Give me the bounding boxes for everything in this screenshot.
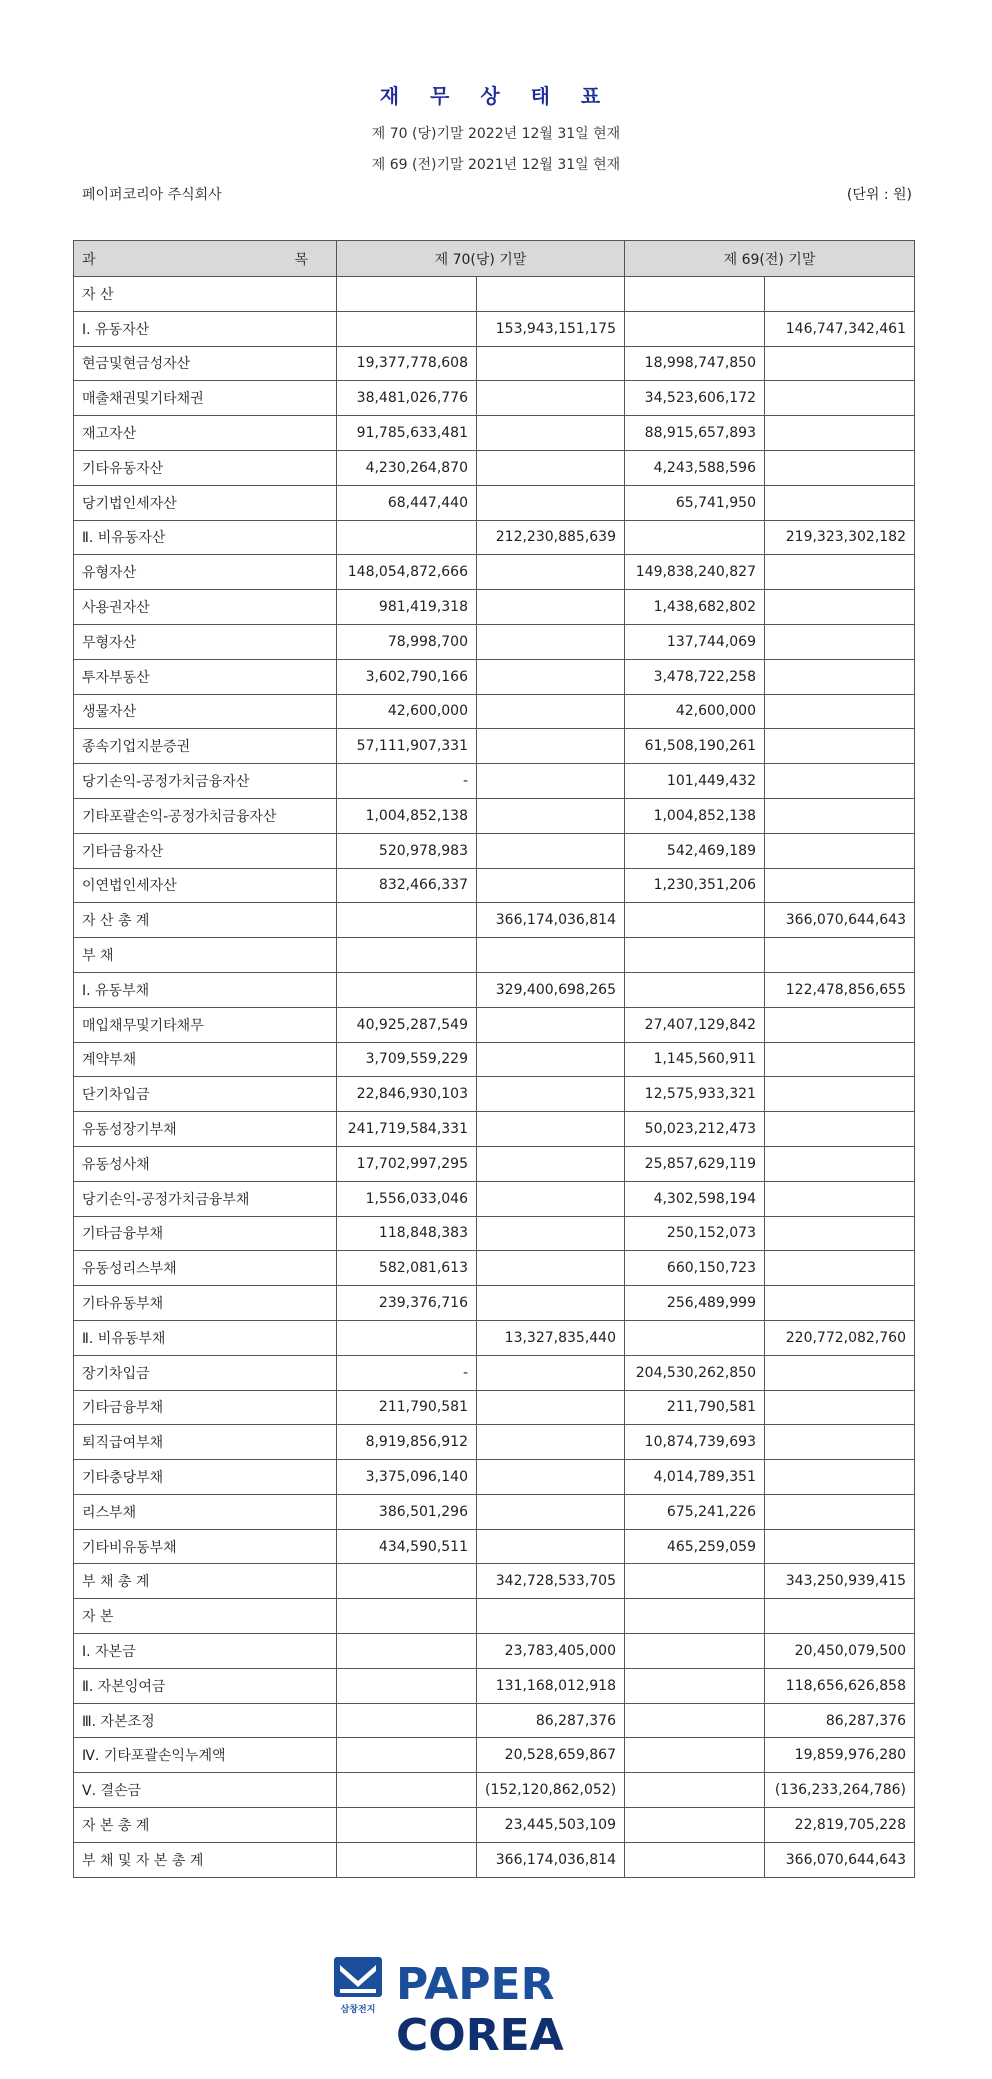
col-header-current: 제 70(당) 기말 <box>337 241 625 277</box>
table-row <box>74 1390 915 1425</box>
table-row <box>74 833 915 868</box>
prior-detail-amount: 4,014,789,351 <box>625 1460 765 1495</box>
prior-detail-amount: 4,302,598,194 <box>625 1181 765 1216</box>
prior-total-amount <box>765 1460 915 1495</box>
table-row <box>74 903 915 938</box>
current-total-amount: 131,168,012,918 <box>477 1668 625 1703</box>
prior-total-amount <box>765 555 915 590</box>
current-total-amount <box>477 590 625 625</box>
table-row <box>74 520 915 555</box>
prior-detail-amount: 50,023,212,473 <box>625 1112 765 1147</box>
account-name: Ⅰ. 유동자산 <box>74 311 337 346</box>
current-detail-amount: 832,466,337 <box>337 868 477 903</box>
table-row <box>74 1599 915 1634</box>
prior-detail-amount <box>625 1668 765 1703</box>
current-detail-amount: 981,419,318 <box>337 590 477 625</box>
account-name: 기타금융자산 <box>74 833 337 868</box>
current-detail-amount <box>337 938 477 973</box>
table-row <box>74 1112 915 1147</box>
prior-detail-amount <box>625 1808 765 1843</box>
prior-total-amount <box>765 1355 915 1390</box>
account-name: 기타충당부채 <box>74 1460 337 1495</box>
account-name: 유동성사채 <box>74 1146 337 1181</box>
table-row <box>74 764 915 799</box>
table-row <box>74 1146 915 1181</box>
table-row <box>74 1703 915 1738</box>
table-row <box>74 1494 915 1529</box>
account-name: 단기차입금 <box>74 1077 337 1112</box>
prior-total-amount <box>765 450 915 485</box>
account-name: 유동성리스부채 <box>74 1251 337 1286</box>
account-name: 장기차입금 <box>74 1355 337 1390</box>
current-detail-amount <box>337 311 477 346</box>
prior-detail-amount <box>625 1842 765 1877</box>
current-total-amount <box>477 624 625 659</box>
prior-detail-amount: 42,600,000 <box>625 694 765 729</box>
current-total-amount <box>477 1355 625 1390</box>
table-row <box>74 1181 915 1216</box>
current-detail-amount <box>337 903 477 938</box>
prior-detail-amount: 1,004,852,138 <box>625 798 765 833</box>
current-total-amount <box>477 1425 625 1460</box>
current-total-amount <box>477 798 625 833</box>
current-detail-amount <box>337 1634 477 1669</box>
prior-detail-amount <box>625 1738 765 1773</box>
current-detail-amount: 3,709,559,229 <box>337 1042 477 1077</box>
current-detail-amount: 118,848,383 <box>337 1216 477 1251</box>
prior-detail-amount: 12,575,933,321 <box>625 1077 765 1112</box>
current-total-amount: 366,174,036,814 <box>477 1842 625 1877</box>
account-name: 당기법인세자산 <box>74 485 337 520</box>
prior-detail-amount: 88,915,657,893 <box>625 416 765 451</box>
table-row <box>74 450 915 485</box>
current-detail-amount: 42,600,000 <box>337 694 477 729</box>
current-detail-amount: 22,846,930,103 <box>337 1077 477 1112</box>
current-detail-amount: 1,004,852,138 <box>337 798 477 833</box>
prior-total-amount <box>765 694 915 729</box>
logo-subtext: 삼창전지 <box>340 2005 376 2015</box>
account-name: 당기손익-공정가치금융자산 <box>74 764 337 799</box>
account-name: Ⅴ. 결손금 <box>74 1773 337 1808</box>
table-row <box>74 311 915 346</box>
account-name: 매입채무및기타채무 <box>74 1007 337 1042</box>
current-total-amount: 23,445,503,109 <box>477 1808 625 1843</box>
table-row <box>74 485 915 520</box>
current-detail-amount <box>337 1703 477 1738</box>
prior-detail-amount: 675,241,226 <box>625 1494 765 1529</box>
prior-total-amount <box>765 1251 915 1286</box>
current-detail-amount <box>337 1564 477 1599</box>
prior-total-amount: (136,233,264,786) <box>765 1773 915 1808</box>
current-detail-amount: 386,501,296 <box>337 1494 477 1529</box>
prior-total-amount: 343,250,939,415 <box>765 1564 915 1599</box>
current-total-amount: 366,174,036,814 <box>477 903 625 938</box>
account-name: 생물자산 <box>74 694 337 729</box>
current-detail-amount <box>337 972 477 1007</box>
col-header-account <box>74 241 337 277</box>
prior-total-amount <box>765 624 915 659</box>
prior-total-amount <box>765 590 915 625</box>
prior-total-amount <box>765 1599 915 1634</box>
current-total-amount <box>477 485 625 520</box>
prior-total-amount <box>765 1181 915 1216</box>
current-detail-amount: 68,447,440 <box>337 485 477 520</box>
current-detail-amount: 211,790,581 <box>337 1390 477 1425</box>
current-total-amount <box>477 1112 625 1147</box>
current-total-amount: 86,287,376 <box>477 1703 625 1738</box>
current-total-amount: 329,400,698,265 <box>477 972 625 1007</box>
prior-detail-amount: 10,874,739,693 <box>625 1425 765 1460</box>
current-total-amount <box>477 1042 625 1077</box>
current-total-amount <box>477 450 625 485</box>
table-row <box>74 1286 915 1321</box>
table-row <box>74 416 915 451</box>
account-name: 당기손익-공정가치금융부채 <box>74 1181 337 1216</box>
current-detail-amount <box>337 1773 477 1808</box>
current-detail-amount <box>337 1599 477 1634</box>
col-header-account-left: 과 <box>82 251 96 268</box>
current-detail-amount <box>337 520 477 555</box>
prior-detail-amount: 137,744,069 <box>625 624 765 659</box>
current-total-amount <box>477 833 625 868</box>
prior-total-amount <box>765 485 915 520</box>
current-detail-amount: 520,978,983 <box>337 833 477 868</box>
table-row <box>74 659 915 694</box>
account-name: 유형자산 <box>74 555 337 590</box>
prior-total-amount <box>765 381 915 416</box>
prior-total-amount: 118,656,626,858 <box>765 1668 915 1703</box>
current-detail-amount: - <box>337 1355 477 1390</box>
prior-total-amount: 20,450,079,500 <box>765 1634 915 1669</box>
table-row <box>74 729 915 764</box>
account-name: Ⅳ. 기타포괄손익누계액 <box>74 1738 337 1773</box>
current-total-amount <box>477 277 625 312</box>
logo-word-paper: PAPER <box>396 1959 555 2010</box>
prior-detail-amount <box>625 938 765 973</box>
prior-total-amount: 366,070,644,643 <box>765 1842 915 1877</box>
logo-mark-icon <box>330 1955 386 2001</box>
account-name: 자 본 총 계 <box>74 1808 337 1843</box>
prior-detail-amount: 4,243,588,596 <box>625 450 765 485</box>
current-total-amount <box>477 416 625 451</box>
table-row <box>74 1007 915 1042</box>
period-current: 제 70 (당)기말 2022년 12월 31일 현재 <box>371 126 621 142</box>
table-row <box>74 868 915 903</box>
table-row <box>74 1042 915 1077</box>
prior-total-amount <box>765 1112 915 1147</box>
prior-detail-amount: 3,478,722,258 <box>625 659 765 694</box>
prior-total-amount <box>765 1146 915 1181</box>
table-row <box>74 1808 915 1843</box>
prior-total-amount <box>765 938 915 973</box>
table-row <box>74 590 915 625</box>
account-name: Ⅱ. 비유동부채 <box>74 1320 337 1355</box>
prior-detail-amount: 542,469,189 <box>625 833 765 868</box>
prior-total-amount: 19,859,976,280 <box>765 1738 915 1773</box>
current-total-amount <box>477 1390 625 1425</box>
current-total-amount <box>477 1216 625 1251</box>
table-row <box>74 972 915 1007</box>
current-total-amount <box>477 729 625 764</box>
account-name: 투자부동산 <box>74 659 337 694</box>
account-name: Ⅰ. 유동부채 <box>74 972 337 1007</box>
current-total-amount <box>477 1494 625 1529</box>
account-name: 이연법인세자산 <box>74 868 337 903</box>
table-row <box>74 1634 915 1669</box>
table-row <box>74 381 915 416</box>
prior-detail-amount <box>625 520 765 555</box>
table-row <box>74 1529 915 1564</box>
account-name: 유동성장기부채 <box>74 1112 337 1147</box>
current-detail-amount: 17,702,997,295 <box>337 1146 477 1181</box>
account-name: 기타비유동부채 <box>74 1529 337 1564</box>
current-total-amount: 342,728,533,705 <box>477 1564 625 1599</box>
prior-detail-amount <box>625 1773 765 1808</box>
current-total-amount <box>477 868 625 903</box>
current-detail-amount: - <box>337 764 477 799</box>
unit-label: (단위 : 원) <box>846 187 912 203</box>
account-name: 자 산 <box>74 277 337 312</box>
current-detail-amount: 241,719,584,331 <box>337 1112 477 1147</box>
prior-detail-amount: 256,489,999 <box>625 1286 765 1321</box>
prior-total-amount <box>765 1286 915 1321</box>
current-total-amount: 20,528,659,867 <box>477 1738 625 1773</box>
current-total-amount <box>477 1599 625 1634</box>
current-detail-amount: 57,111,907,331 <box>337 729 477 764</box>
prior-total-amount <box>765 346 915 381</box>
prior-detail-amount: 18,998,747,850 <box>625 346 765 381</box>
table-row <box>74 798 915 833</box>
current-total-amount: (152,120,862,052) <box>477 1773 625 1808</box>
table-row <box>74 1355 915 1390</box>
prior-total-amount: 219,323,302,182 <box>765 520 915 555</box>
account-name: 기타포괄손익-공정가치금융자산 <box>74 798 337 833</box>
prior-total-amount <box>765 1494 915 1529</box>
prior-detail-amount: 25,857,629,119 <box>625 1146 765 1181</box>
current-detail-amount: 38,481,026,776 <box>337 381 477 416</box>
current-detail-amount: 582,081,613 <box>337 1251 477 1286</box>
account-name: 종속기업지분증권 <box>74 729 337 764</box>
current-total-amount <box>477 1286 625 1321</box>
logo-word-corea: COREA <box>396 2010 564 2061</box>
account-name: 매출채권및기타채권 <box>74 381 337 416</box>
period-prior: 제 69 (전)기말 2021년 12월 31일 현재 <box>371 157 621 173</box>
account-name: Ⅲ. 자본조정 <box>74 1703 337 1738</box>
current-total-amount: 13,327,835,440 <box>477 1320 625 1355</box>
account-name: 기타유동부채 <box>74 1286 337 1321</box>
current-detail-amount: 3,602,790,166 <box>337 659 477 694</box>
current-total-amount <box>477 381 625 416</box>
current-total-amount <box>477 346 625 381</box>
prior-total-amount: 22,819,705,228 <box>765 1808 915 1843</box>
current-total-amount <box>477 694 625 729</box>
current-detail-amount: 40,925,287,549 <box>337 1007 477 1042</box>
prior-total-amount <box>765 277 915 312</box>
account-name: 부 채 및 자 본 총 계 <box>74 1842 337 1877</box>
table-row <box>74 1738 915 1773</box>
current-total-amount <box>477 1251 625 1286</box>
prior-total-amount <box>765 798 915 833</box>
table-row <box>74 555 915 590</box>
current-detail-amount: 78,998,700 <box>337 624 477 659</box>
table-row <box>74 1773 915 1808</box>
table-header-row <box>74 241 915 277</box>
prior-total-amount <box>765 868 915 903</box>
account-name: 부 채 <box>74 938 337 973</box>
prior-detail-amount: 27,407,129,842 <box>625 1007 765 1042</box>
account-name: 기타금융부채 <box>74 1216 337 1251</box>
prior-detail-amount: 34,523,606,172 <box>625 381 765 416</box>
prior-detail-amount: 660,150,723 <box>625 1251 765 1286</box>
account-name: 계약부채 <box>74 1042 337 1077</box>
prior-total-amount: 122,478,856,655 <box>765 972 915 1007</box>
current-total-amount: 153,943,151,175 <box>477 311 625 346</box>
prior-total-amount <box>765 1007 915 1042</box>
account-name: 자 산 총 계 <box>74 903 337 938</box>
table-row <box>74 346 915 381</box>
prior-total-amount: 366,070,644,643 <box>765 903 915 938</box>
page-title: 재 무 상 태 표 <box>379 84 613 108</box>
prior-detail-amount <box>625 903 765 938</box>
prior-detail-amount <box>625 1599 765 1634</box>
current-detail-amount: 4,230,264,870 <box>337 450 477 485</box>
prior-detail-amount: 1,145,560,911 <box>625 1042 765 1077</box>
current-detail-amount <box>337 1738 477 1773</box>
prior-total-amount: 86,287,376 <box>765 1703 915 1738</box>
table-row <box>74 1077 915 1112</box>
current-detail-amount: 91,785,633,481 <box>337 416 477 451</box>
prior-detail-amount: 250,152,073 <box>625 1216 765 1251</box>
current-total-amount <box>477 659 625 694</box>
prior-detail-amount: 1,438,682,802 <box>625 590 765 625</box>
current-total-amount <box>477 555 625 590</box>
current-detail-amount <box>337 1842 477 1877</box>
account-name: Ⅱ. 비유동자산 <box>74 520 337 555</box>
prior-total-amount: 146,747,342,461 <box>765 311 915 346</box>
account-name: 기타금융부채 <box>74 1390 337 1425</box>
logo-wordmark <box>396 1959 670 2061</box>
current-detail-amount <box>337 1668 477 1703</box>
current-detail-amount: 3,375,096,140 <box>337 1460 477 1495</box>
table-row <box>74 938 915 973</box>
prior-detail-amount <box>625 1634 765 1669</box>
current-total-amount <box>477 1077 625 1112</box>
prior-detail-amount <box>625 1703 765 1738</box>
account-name: 현금및현금성자산 <box>74 346 337 381</box>
prior-detail-amount <box>625 1564 765 1599</box>
current-total-amount <box>477 764 625 799</box>
current-total-amount: 23,783,405,000 <box>477 1634 625 1669</box>
current-total-amount <box>477 1529 625 1564</box>
paper-corea-logo <box>330 1955 670 2061</box>
table-row <box>74 1460 915 1495</box>
prior-total-amount <box>765 1042 915 1077</box>
table-row <box>74 1425 915 1460</box>
table-row <box>74 1251 915 1286</box>
prior-detail-amount: 204,530,262,850 <box>625 1355 765 1390</box>
prior-detail-amount: 1,230,351,206 <box>625 868 765 903</box>
current-detail-amount <box>337 1320 477 1355</box>
account-name: 사용권자산 <box>74 590 337 625</box>
table-row <box>74 1216 915 1251</box>
prior-detail-amount: 101,449,432 <box>625 764 765 799</box>
table-row <box>74 694 915 729</box>
current-detail-amount: 8,919,856,912 <box>337 1425 477 1460</box>
current-detail-amount: 148,054,872,666 <box>337 555 477 590</box>
prior-total-amount <box>765 764 915 799</box>
company-name: 페이퍼코리아 주식회사 <box>82 187 222 203</box>
current-detail-amount: 434,590,511 <box>337 1529 477 1564</box>
prior-detail-amount <box>625 1320 765 1355</box>
col-header-account-right: 목 <box>294 251 308 268</box>
current-detail-amount <box>337 277 477 312</box>
table-row <box>74 1564 915 1599</box>
prior-total-amount <box>765 1390 915 1425</box>
col-header-prior: 제 69(전) 기말 <box>625 241 915 277</box>
prior-detail-amount <box>625 277 765 312</box>
prior-total-amount <box>765 416 915 451</box>
table-row <box>74 1320 915 1355</box>
current-detail-amount: 1,556,033,046 <box>337 1181 477 1216</box>
balance-sheet-table <box>73 240 915 1878</box>
account-name: 퇴직급여부채 <box>74 1425 337 1460</box>
prior-detail-amount: 61,508,190,261 <box>625 729 765 764</box>
account-name: 자 본 <box>74 1599 337 1634</box>
prior-total-amount <box>765 1529 915 1564</box>
prior-detail-amount: 465,259,059 <box>625 1529 765 1564</box>
current-detail-amount: 239,376,716 <box>337 1286 477 1321</box>
prior-detail-amount: 211,790,581 <box>625 1390 765 1425</box>
account-name: 리스부채 <box>74 1494 337 1529</box>
current-total-amount <box>477 1460 625 1495</box>
prior-detail-amount <box>625 311 765 346</box>
prior-detail-amount <box>625 972 765 1007</box>
table-row <box>74 1842 915 1877</box>
account-name: 기타유동자산 <box>74 450 337 485</box>
current-detail-amount <box>337 1808 477 1843</box>
prior-total-amount <box>765 1216 915 1251</box>
prior-total-amount <box>765 833 915 868</box>
prior-detail-amount: 65,741,950 <box>625 485 765 520</box>
table-row <box>74 624 915 659</box>
current-total-amount <box>477 938 625 973</box>
account-name: 부 채 총 계 <box>74 1564 337 1599</box>
prior-total-amount <box>765 1077 915 1112</box>
current-total-amount <box>477 1007 625 1042</box>
account-name: 재고자산 <box>74 416 337 451</box>
current-total-amount <box>477 1146 625 1181</box>
account-name: Ⅱ. 자본잉여금 <box>74 1668 337 1703</box>
table-row <box>74 277 915 312</box>
current-detail-amount: 19,377,778,608 <box>337 346 477 381</box>
prior-total-amount <box>765 659 915 694</box>
table-row <box>74 1668 915 1703</box>
prior-total-amount <box>765 729 915 764</box>
prior-detail-amount: 149,838,240,827 <box>625 555 765 590</box>
account-name: 무형자산 <box>74 624 337 659</box>
current-total-amount: 212,230,885,639 <box>477 520 625 555</box>
prior-total-amount: 220,772,082,760 <box>765 1320 915 1355</box>
account-name: Ⅰ. 자본금 <box>74 1634 337 1669</box>
current-total-amount <box>477 1181 625 1216</box>
prior-total-amount <box>765 1425 915 1460</box>
